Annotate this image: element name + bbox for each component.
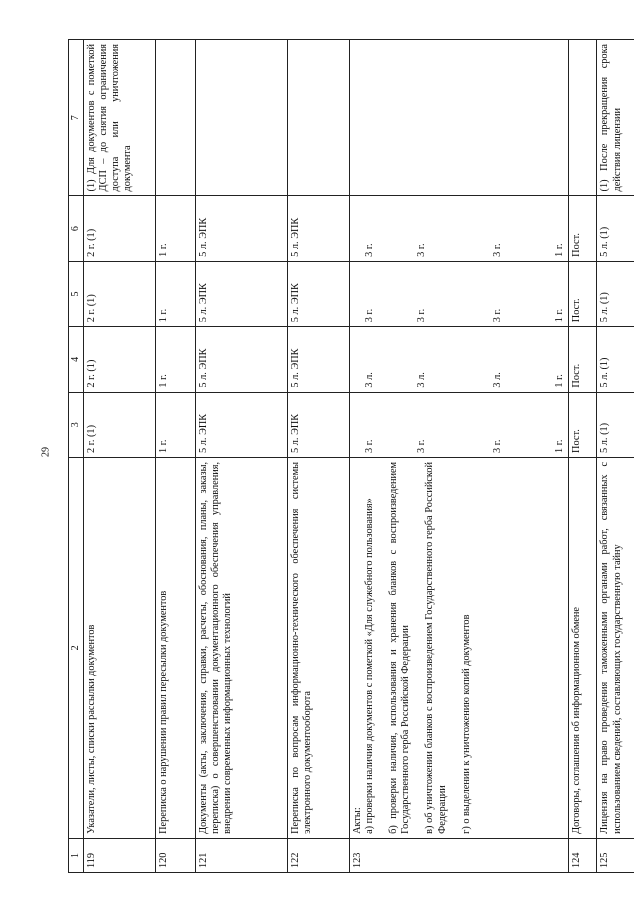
retention-period: 2 г. (1) bbox=[85, 424, 97, 453]
retention-period: 3 л. bbox=[415, 372, 427, 388]
row-note: (1) После прекращения срока действия лицензии bbox=[597, 40, 634, 196]
retention-period-cell bbox=[349, 196, 569, 261]
row-note bbox=[349, 40, 569, 196]
description-item: Переписка по вопросам информационно-технического обеспечения системы электронного документооборота bbox=[289, 461, 313, 834]
row-number: 122 bbox=[287, 838, 349, 872]
retention-period-cell bbox=[195, 196, 287, 261]
table-row bbox=[287, 40, 349, 873]
retention-period-cell bbox=[597, 327, 634, 392]
retention-period: 1 г. bbox=[554, 308, 566, 323]
column-header: 4 bbox=[69, 327, 84, 392]
row-number: 124 bbox=[569, 838, 597, 872]
retention-period: 3 л. bbox=[363, 372, 375, 388]
description-item: г) о выделении к уничтожению копий документов bbox=[460, 614, 472, 834]
retention-period: Пост. bbox=[571, 429, 583, 453]
table-row bbox=[569, 40, 597, 873]
retention-period-cell bbox=[349, 261, 569, 326]
column-header: 7 bbox=[69, 40, 84, 196]
retention-period: 5 л. ЭПК bbox=[197, 217, 209, 257]
header-row bbox=[69, 40, 84, 873]
row-number: 121 bbox=[195, 838, 287, 872]
column-header: 2 bbox=[69, 457, 84, 838]
retention-period-cell bbox=[155, 392, 195, 457]
retention-period-cell bbox=[195, 392, 287, 457]
retention-table bbox=[68, 39, 634, 873]
row-number: 120 bbox=[155, 838, 195, 872]
retention-period-cell bbox=[287, 327, 349, 392]
retention-period-cell bbox=[195, 261, 287, 326]
retention-period: 5 л. ЭПК bbox=[197, 283, 209, 323]
rotated-table-container bbox=[68, 39, 634, 873]
retention-period: 1 г. bbox=[157, 374, 169, 388]
retention-period: 3 г. bbox=[363, 308, 375, 323]
retention-period: 3 г. bbox=[415, 439, 427, 453]
retention-period: 5 л. ЭПК bbox=[197, 348, 209, 388]
table-row bbox=[83, 40, 155, 873]
retention-period: 2 г. (1) bbox=[85, 228, 97, 257]
retention-period-cell bbox=[155, 261, 195, 326]
row-number: 125 bbox=[597, 838, 634, 872]
retention-period: 2 г. (1) bbox=[85, 294, 97, 323]
page-number: 29 bbox=[40, 447, 52, 457]
retention-period-cell bbox=[597, 392, 634, 457]
retention-period: 5 л. (1) bbox=[599, 357, 611, 388]
retention-period-cell bbox=[287, 392, 349, 457]
retention-period-cell bbox=[155, 196, 195, 261]
row-description bbox=[155, 457, 195, 838]
retention-period: 1 г. bbox=[554, 374, 566, 388]
retention-period: 3 г. bbox=[363, 439, 375, 453]
description-item: б) проверки наличия, использования и хранения бланков с воспроизведением Государственного герба Российской Федерации bbox=[388, 461, 412, 834]
retention-period: 3 г. bbox=[492, 308, 504, 323]
retention-period-cell bbox=[83, 327, 155, 392]
column-header: 6 bbox=[69, 196, 84, 261]
retention-period: 3 л. bbox=[492, 372, 504, 388]
retention-period: 5 л. ЭПК bbox=[197, 413, 209, 453]
retention-period: 5 л. ЭПК bbox=[289, 413, 301, 453]
row-description bbox=[569, 457, 597, 838]
retention-period: 3 г. bbox=[415, 243, 427, 257]
retention-period-cell bbox=[569, 196, 597, 261]
retention-period: Пост. bbox=[571, 298, 583, 323]
retention-period: 1 г. bbox=[157, 243, 169, 257]
retention-period-cell bbox=[349, 392, 569, 457]
retention-period-cell bbox=[155, 327, 195, 392]
description-item: Договоры, соглашения об информационном обмене bbox=[571, 606, 583, 834]
retention-period: Пост. bbox=[571, 363, 583, 388]
description-item: Документы (акты, заключения, справки, расчеты, обоснования, планы, заказы, переписка) о совершенствовании документационного обеспечения управления, внедрении современных информационных технологий bbox=[197, 461, 234, 834]
row-description bbox=[287, 457, 349, 838]
retention-period-cell bbox=[287, 261, 349, 326]
retention-period: 5 л. (1) bbox=[599, 226, 611, 257]
row-description bbox=[195, 457, 287, 838]
retention-period: 1 г. bbox=[157, 308, 169, 323]
retention-period-cell bbox=[569, 261, 597, 326]
retention-period: 5 л. ЭПК bbox=[289, 283, 301, 323]
row-note: (1) Для документов с пометкой ДСП – до снятия ограничения доступа или уничтожения документа bbox=[83, 40, 155, 196]
retention-period-cell bbox=[597, 196, 634, 261]
retention-period: 5 л. (1) bbox=[599, 292, 611, 323]
description-item: Указатели, листы, списки рассылки документов bbox=[85, 624, 97, 834]
row-description bbox=[597, 457, 634, 838]
retention-period: 3 г. bbox=[363, 243, 375, 257]
row-description bbox=[349, 457, 569, 838]
row-note bbox=[195, 40, 287, 196]
retention-period-cell bbox=[287, 196, 349, 261]
retention-period: 1 г. bbox=[157, 439, 169, 453]
retention-period-cell bbox=[83, 392, 155, 457]
retention-period: 3 г. bbox=[492, 439, 504, 453]
column-header: 3 bbox=[69, 392, 84, 457]
retention-period-cell bbox=[597, 261, 634, 326]
retention-period: 3 г. bbox=[492, 243, 504, 257]
retention-period: 1 г. bbox=[554, 243, 566, 257]
table-row bbox=[349, 40, 569, 873]
row-number: 119 bbox=[83, 838, 155, 872]
row-description bbox=[83, 457, 155, 838]
retention-period: 1 г. bbox=[554, 439, 566, 453]
table-row bbox=[155, 40, 195, 873]
description-item: Акты: а) проверки наличия документов с пометкой «Для служебного пользования» bbox=[351, 498, 375, 834]
table-row bbox=[597, 40, 634, 873]
row-note bbox=[287, 40, 349, 196]
retention-period: 2 г. (1) bbox=[85, 359, 97, 388]
retention-period: Пост. bbox=[571, 233, 583, 257]
retention-period-cell bbox=[83, 196, 155, 261]
row-number: 123 bbox=[349, 838, 569, 872]
retention-period-cell bbox=[569, 392, 597, 457]
row-note bbox=[569, 40, 597, 196]
row-note bbox=[155, 40, 195, 196]
retention-period-cell bbox=[83, 261, 155, 326]
document-sheet bbox=[68, 39, 634, 873]
retention-period: 5 л. ЭПК bbox=[289, 217, 301, 257]
retention-period: 5 л. (1) bbox=[599, 422, 611, 453]
description-item: в) об уничтожении бланков с воспроизведением Государственного герба Российской Федерации bbox=[424, 461, 448, 834]
description-item: Переписка о нарушении правил пересылки документов bbox=[157, 590, 169, 834]
retention-period-cell bbox=[195, 327, 287, 392]
retention-period-cell bbox=[349, 327, 569, 392]
retention-period-cell bbox=[569, 327, 597, 392]
retention-period: 5 л. ЭПК bbox=[289, 348, 301, 388]
table-row bbox=[195, 40, 287, 873]
column-header: 5 bbox=[69, 261, 84, 326]
description-item: Лицензия на право проведения таможенными органами работ, связанных с использованием сведений, составляющих государственную тайну bbox=[599, 461, 623, 834]
column-header: 1 bbox=[69, 838, 84, 872]
retention-period: 3 г. bbox=[415, 308, 427, 323]
